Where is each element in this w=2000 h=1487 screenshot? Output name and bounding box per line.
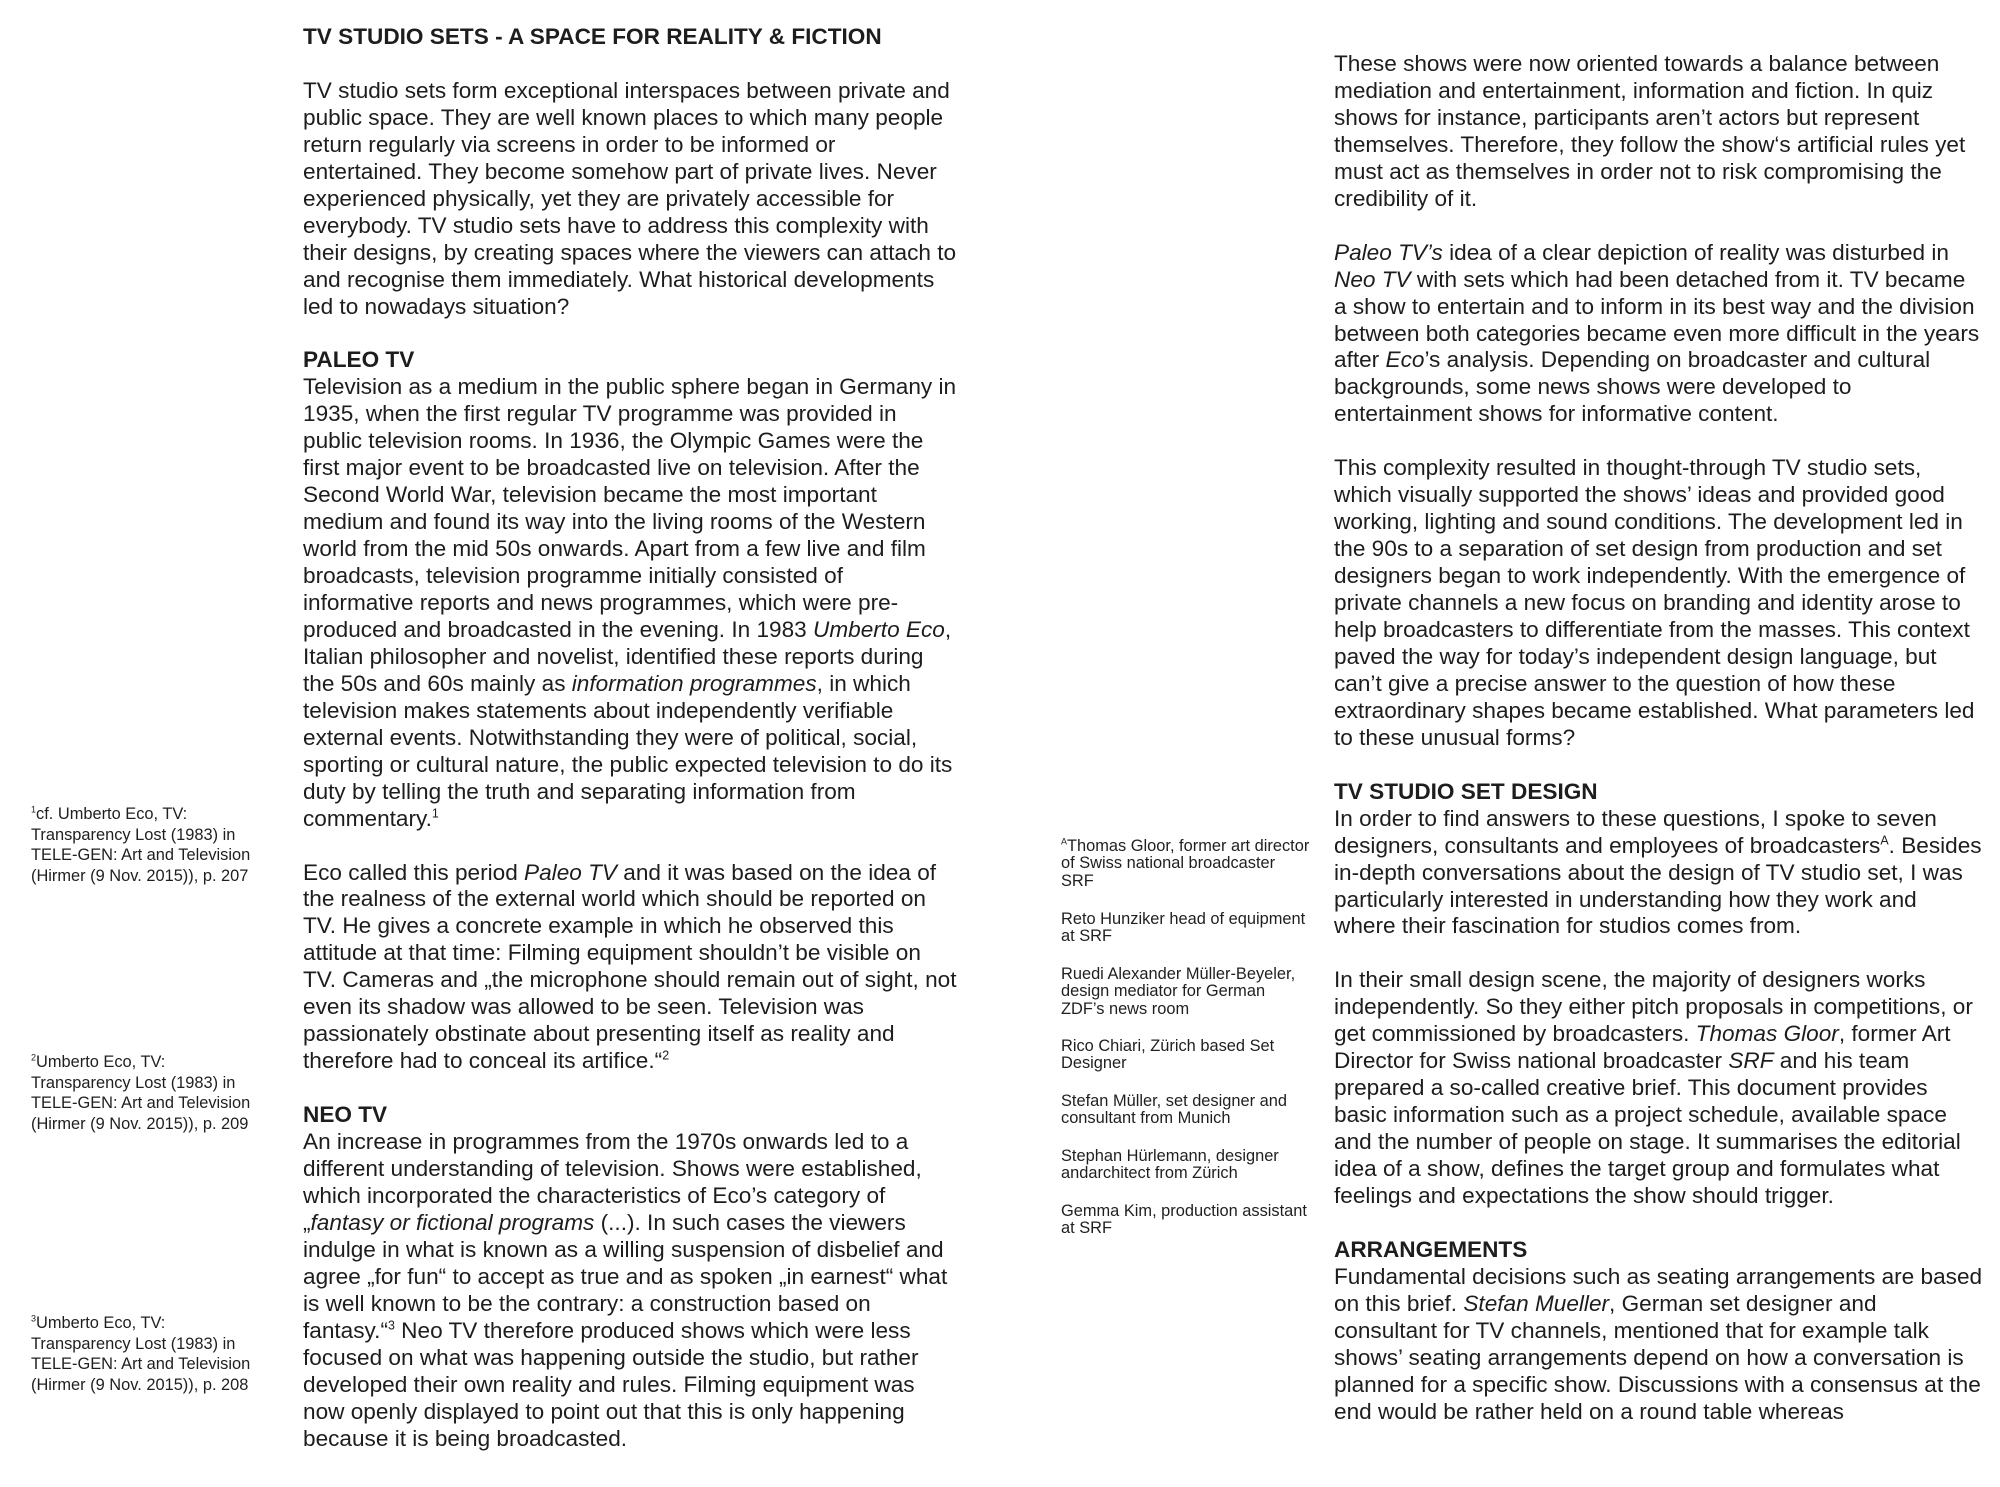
footnote-ref: 3 [387,1318,395,1332]
neo-paragraph-1: An increase in programmes from the 1970s onwards led to a different understanding of television. Shows were established, which incorporated the characteristics of Eco’s category of „fantasy or fictional programs (...). In such cases the viewers indulge in what is known as a willing suspension of disbelief and agree „for fun“ to accept as true and as spoken „in earnest“ what is well known to be the contrary: a construction based on fantasy.“$^3$ Neo TV therefore produced shows which were less focused on what was happening outside the studio, but rather developed their own reality and rules. Filming equipment was now openly displayed to point out that this is only happening because it is being broadcasted. [303,1129,948,1451]
right-paragraph-2: Paleo TV’s idea of a clear depiction of reality was disturbed in Neo TV with sets which had been detached from it. TV became a show to entertain and to inform in its best way and the division between both categories became even more difficult in the years after Eco’s analysis. Depending on broadcaster and cultural backgrounds, some news shows were developed to entertainment shows for informative content. [1334,239,1980,427]
section-heading-arrangements: ARRANGEMENTS [1334,1236,1528,1262]
left-column [303,24,958,1452]
footnote-ref: 1 [431,805,439,820]
arrangements-paragraph-1: Fundamental decisions such as seating arrangements are based on this brief. Stefan Mueller, German set designer and consultant for TV channels, mentioned that for example talk shows’ seating arrangements depend on how a conversation is planned for a specific show. Discussions with a consensus at the end would be rather held on a round table whereas [1334,1263,1983,1424]
footnote-3: $^3$Umberto Eco, TV: Transparency Lost (1983) in TELE-GEN: Art and Television (Hirmer (9 Nov. 2015)), p. 208 [31,1313,251,1394]
credit-item: $^A$Thomas Gloor, former art director of Swiss national broadcaster SRF [1061,836,1310,890]
credit-item: Stephan Hürlemann, designer andarchitect from Zürich [1061,1147,1279,1183]
credit-item: Reto Hunziker head of equipment at SRF [1061,910,1306,946]
design-paragraph-2: In their small design scene, the majority of designers works independently. So they either pitch proposals in competitions, or get commissioned by broadcasters. Thomas Gloor, former Art Director for Swiss national broadcaster SRF and his team prepared a so-called creative brief. This document provides basic information such as a project schedule, available space and the number of people on stage. It summarises the editorial idea of a show, defines the target group and formulates what feelings and expectations the show should trigger. [1334,967,1973,1208]
paleo-paragraph-2: Eco called this period Paleo TV and it was based on the idea of the realness of the external world which should be reported on TV. He gives a concrete example in which he observed this attitude at that time: Filming equipment shouldn’t be visible on TV. Cameras and „the microphone should remain out of sight, not even its shadow was allowed to be seen. Television was passionately obstinate about presenting itself as reality and therefore had to conceal its artifice.“$^2$ [303,859,957,1074]
design-paragraph-1: In order to find answers to these questions, I spoke to seven designers, consultants and employees of broadcasters$^A$. Besides in-depth conversations about the design of TV studio set, I was particularly interested in understanding how they work and where their fascination for studios comes from. [1334,805,1982,939]
paleo-paragraph-1: Television as a medium in the public sphere began in Germany in 1935, when the first regular TV programme was provided in public television rooms. In 1936, the Olympic Games were the first major event to be broadcasted live on television. After the Second World War, television became the most important medium and found its way into the living rooms of the Western world from the mid 50s onwards. Apart from a few live and film broadcasts, television programme initially consisted of informative reports and news programmes, which were pre-produced and broadcasted in the evening. In 1983 Umberto Eco, Italian philosopher and novelist, identified these reports during the 50s and 60s mainly as information programmes, in which television makes statements about independently verifiable external events. Notwithstanding they were of political, social, sporting or cultural nature, the public expected television to do its duty by telling the truth and separating information from commentary.$^1$ [303,374,957,831]
footnote-ref: 2 [662,1048,670,1063]
credit-item: Rico Chiari, Zürich based Set Designer [1061,1037,1275,1073]
footnote-1: $^1$cf. Umberto Eco, TV: Transparency Lost (1983) in TELE-GEN: Art and Television (Hirmer (9 Nov. 2015)), p. 207 [31,804,251,885]
right-column [1334,51,1984,1426]
footnote-2: $^2$Umberto Eco, TV: Transparency Lost (1983) in TELE-GEN: Art and Television (Hirmer (9 Nov. 2015)), p. 209 [31,1052,251,1133]
intro-paragraph: TV studio sets form exceptional interspaces between private and public space. They are well known places to which many people return regularly via screens in order to be informed or entertained. They become somehow part of private lives. Never experienced physically, yet they are privately accessible for everybody. TV studio sets have to address this complexity with their designs, by creating spaces where the viewers can attach to and recognise them immediately. What historical developments led to nowadays situation? [303,77,957,319]
page-title: TV STUDIO SETS - A SPACE FOR REALITY & FICTION [303,24,882,49]
credit-ref: A [1880,832,1889,847]
right-paragraph-3: This complexity resulted in thought-through TV studio sets, which visually supported the shows’ ideas and provided good working, lighting and sound conditions. The development led in the 90s to a separation of set design from production and set designers began to work independently. With the emergence of private channels a new focus on branding and identity arose to help broadcasters to differentiate from the masses. This context paved the way for today’s independent design language, but can’t give a precise answer to the question of how these extraordinary shapes became established. What parameters led to these unusual forms? [1334,455,1975,750]
section-heading-paleo-tv: PALEO TV [303,347,415,373]
credit-item: Gemma Kim, production assistant at SRF [1061,1202,1307,1238]
section-heading-neo-tv: NEO TV [303,1102,388,1128]
credit-item: Stefan Müller, set designer and consultant from Munich [1061,1092,1287,1128]
credit-item: Ruedi Alexander Müller-Beyeler, design mediator for German ZDF’s news room [1061,965,1296,1018]
section-heading-tv-studio-set-design: TV STUDIO SET DESIGN [1334,778,1598,804]
right-paragraph-1: These shows were now oriented towards a balance between mediation and entertainment, information and fiction. In quiz shows for instance, participants aren’t actors but represent themselves. Therefore, they follow the show‘s artificial rules yet must act as themselves in order not to risk compromising the credibility of it. [1334,51,1966,211]
